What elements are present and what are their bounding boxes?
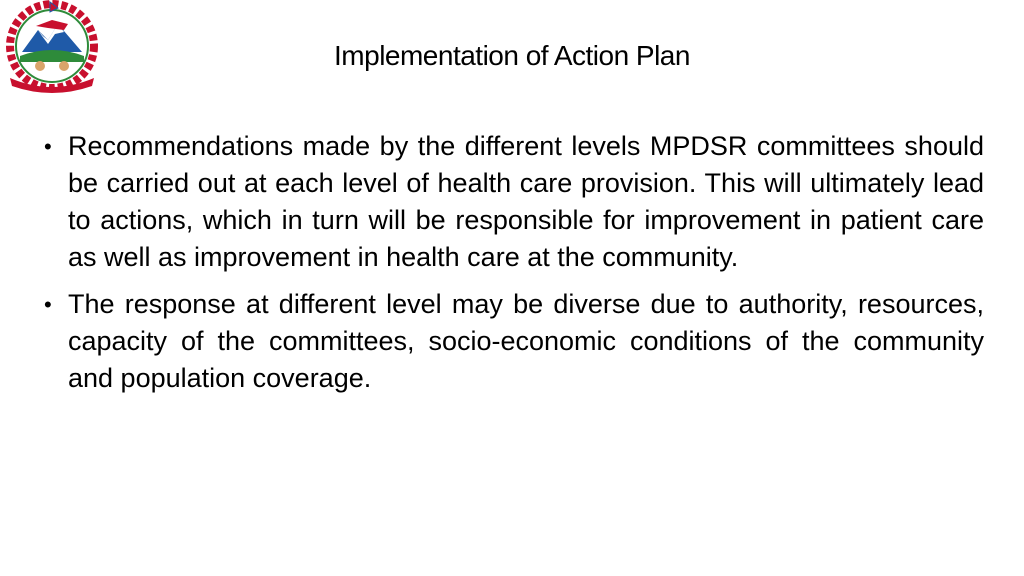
page-title: Implementation of Action Plan — [334, 40, 690, 71]
list-item — [44, 128, 984, 276]
bullet-marker: • — [44, 134, 52, 159]
list-item — [44, 286, 984, 397]
bullet-marker: • — [44, 292, 52, 317]
bullet-text: The response at different level may be diverse due to authority, resources, capacity of the committees, socio-economic conditions of the community and population coverage. — [68, 289, 984, 393]
bullet-list — [44, 128, 984, 407]
bullet-text: Recommendations made by the different levels MPDSR committees should be carried out at each level of health care provision. This will ultimately lead to actions, which in turn will be responsible for improvement in patient care as well as improvement in health care at the community. — [68, 131, 984, 272]
